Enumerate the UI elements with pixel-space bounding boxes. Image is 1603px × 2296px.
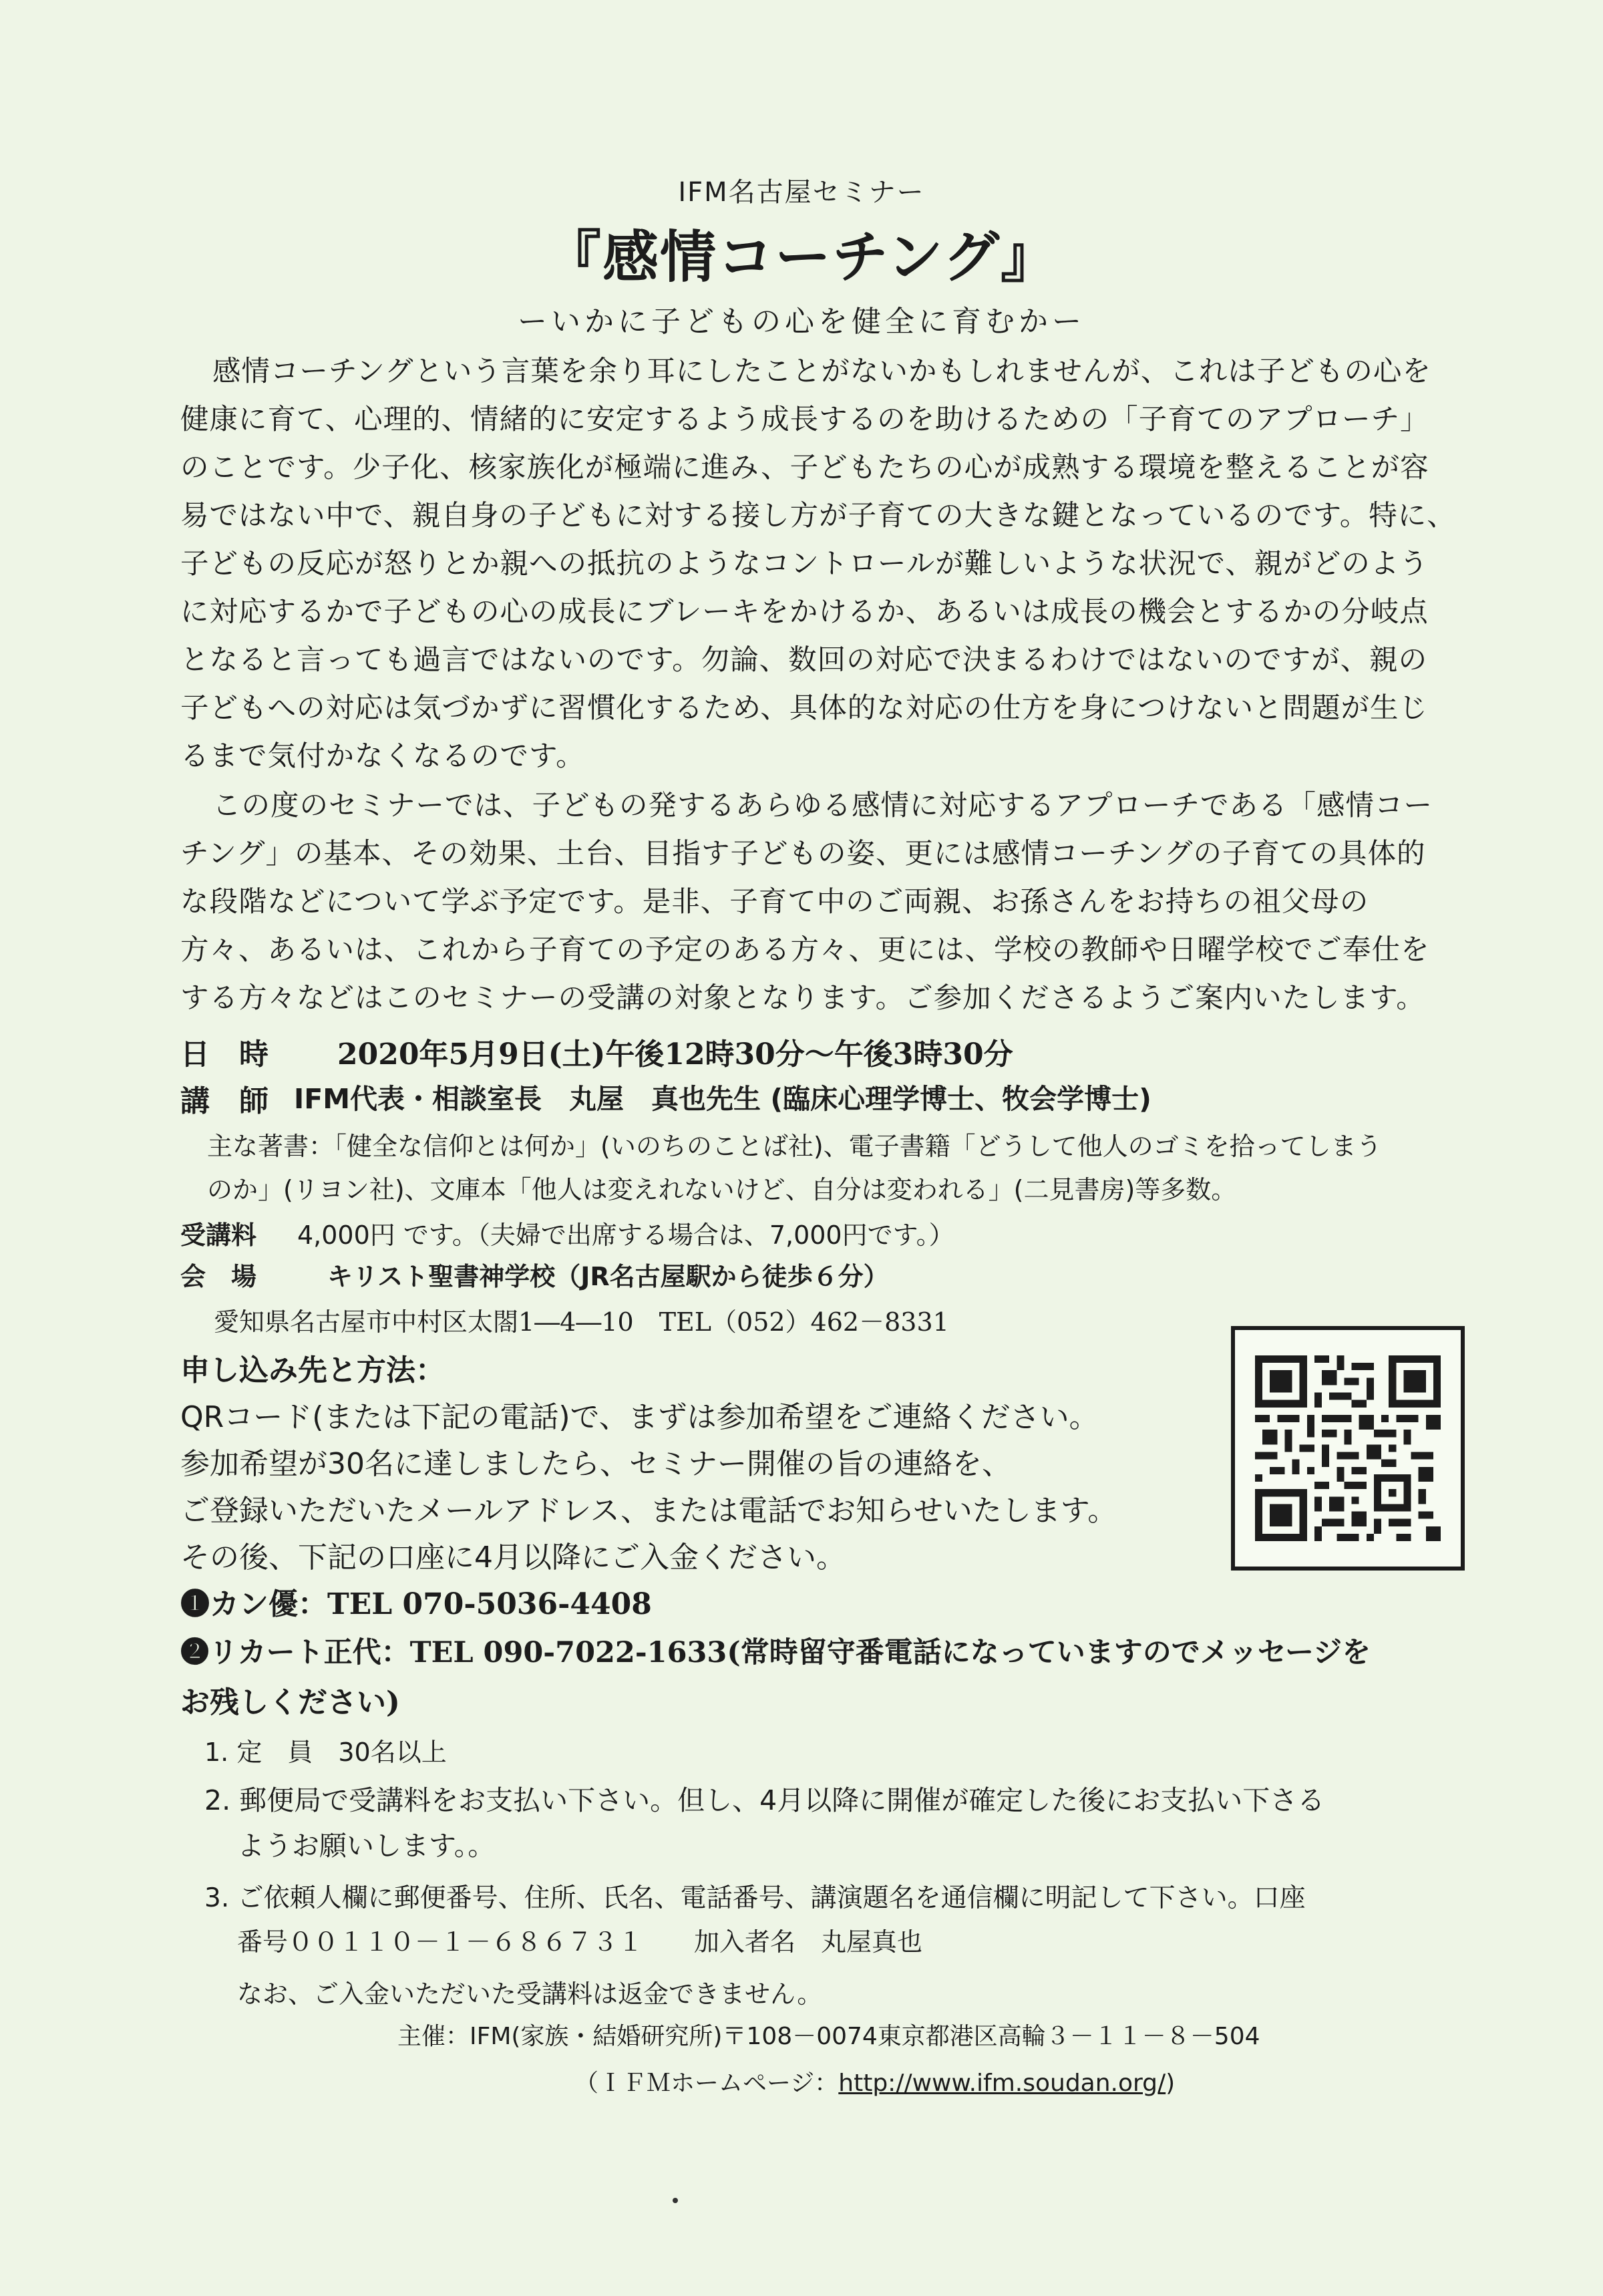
note-2: 2. 郵便局で受講料をお支払い下さい。但し、4月以降に開催が確定した後にお支払い下さる (204, 1784, 1325, 1816)
intro-line: 子どもの反応が怒りとか親への抵抗のようなコントロールが難しいような状況で、親がどのよう (180, 548, 1429, 581)
intro-line: に対応するかで子どもの心の成長にブレーキをかけるか、あるいは成長の機会とするかの分岐点 (180, 596, 1429, 629)
intro-line: チング」の基本、その効果、土台、目指す子どもの姿、更には感情コーチングの子育ての具体的 (180, 838, 1426, 870)
application-line: ご登録いただいたメールアドレス、または電話でお知らせいたします。 (180, 1494, 1117, 1528)
intro-line: 子どもへの対応は気づかずに習慣化するため、具体的な対応の仕方を身につけないと問題が生じ (180, 692, 1428, 725)
qr-code[interactable] (1231, 1326, 1465, 1571)
contact-1: ❶カン優：TEL 070-5036-4408 (180, 1587, 652, 1621)
fee-label: 受講料 (180, 1220, 257, 1250)
venue-address: 愛知県名古屋市中村区太閤1―4―10 TEL（052）462－8331 (214, 1307, 949, 1337)
homepage-prefix: （ＩＦＭホームページ： (574, 2070, 839, 2097)
contact-2: ❷リカート正代：TEL 090-7022-1633(常時留守番電話になっていますのでメッセージを (180, 1636, 1371, 1669)
venue-value: キリスト聖書神学校（JR名古屋駅から徒歩６分） (327, 1262, 889, 1291)
application-line: QRコード(または下記の電話)で、まずは参加希望をご連絡ください。 (180, 1400, 1099, 1434)
note-1: 1. 定 員 30名以上 (204, 1738, 447, 1767)
note-2-cont: ようお願いします。。 (237, 1830, 496, 1862)
application-line: 参加希望が30名に達しましたら、セミナー開催の旨の連絡を、 (180, 1447, 1011, 1481)
stray-dot (673, 2198, 678, 2203)
intro-line: 方々、あるいは、これから子育ての予定のある方々、更には、学校の教師や日曜学校でご奉仕を (180, 934, 1430, 967)
date-value: 2020年5月9日(土)午後12時30分～午後3時30分 (337, 1037, 1013, 1072)
intro-line: 健康に育て、心理的、情緒的に安定するよう成長するのを助けるための「子育てのアプローチ」 (180, 403, 1429, 436)
books-line: のか」(リヨン社)、文庫本「他人は変えれないけど、自分は変われる」(二見書房)等多数。 (207, 1175, 1237, 1204)
contact-2-cont: お残しください) (180, 1685, 400, 1719)
fee-value: 4,000円 です。（夫婦で出席する場合は、7,000円です。） (297, 1220, 954, 1250)
homepage-link[interactable]: http://www.ifm.soudan.org/ (838, 2070, 1166, 2097)
note-3: 3. ご依頼人欄に郵便番号、住所、氏名、電話番号、講演題名を通信欄に明記して下さい。口座 (204, 1883, 1306, 1913)
books-line: 主な著書：「健全な信仰とは何か」(いのちのことば社)、電子書籍「どうして他人のゴミを拾ってしまう (207, 1132, 1382, 1161)
venue-label: 会 場 (180, 1261, 257, 1291)
lecturer-label: 講 師 (180, 1084, 269, 1118)
qr-code-icon (1255, 1355, 1441, 1541)
note-3-refund: なお、ご入金いただいた受講料は返金できません。 (237, 1979, 823, 2009)
intro-line: 感情コーチングという言葉を余り耳にしたことがないかもしれませんが、これは子どもの心を (212, 355, 1431, 388)
intro-line: るまで気付かなくなるのです。 (180, 740, 585, 773)
organizer: 主催：IFM(家族・結婚研究所)〒108－0074東京都港区高輪３－１１－８－504 (397, 2023, 1260, 2050)
note-3-cont: 番号００１１０－１－６８６７３１ 加入者名 丸屋真也 (237, 1927, 923, 1957)
seminar-tagline: ーいかに子どもの心を健全に育むかー (518, 305, 1085, 339)
intro-line: な段階などについて学ぶ予定です。是非、子育て中のご両親、お孫さんをお持ちの祖父母の (180, 886, 1369, 919)
seminar-title: 『感情コーチング』 (544, 224, 1059, 290)
application-line: その後、下記の口座に4月以降にご入金ください。 (180, 1540, 846, 1575)
seminar-subtitle: IFM名古屋セミナー (678, 177, 925, 208)
lecturer-value: IFM代表・相談室長 丸屋 真也先生 (臨床心理学博士、牧会学博士) (294, 1083, 1151, 1115)
homepage-suffix: ) (1166, 2070, 1176, 2097)
date-label: 日 時 (180, 1037, 269, 1072)
homepage-line (574, 2064, 1175, 2098)
application-heading: 申し込み先と方法： (180, 1353, 445, 1387)
intro-line: のことです。少子化、核家族化が極端に進み、子どもたちの心が成熟する環境を整えることが容 (180, 452, 1429, 484)
intro-line: 易ではない中で、親自身の子どもに対する接し方が子育ての大きな鍵となっているのです。特に、 (180, 500, 1456, 532)
intro-line: となると言っても過言ではないのです。勿論、数回の対応で決まるわけではないのですが、親の (180, 644, 1428, 677)
intro-line: する方々などはこのセミナーの受講の対象となります。ご参加くださるようご案内いたします。 (180, 982, 1425, 1015)
intro-line: この度のセミナーでは、子どもの発するあらゆる感情に対応するアプローチである「感情コー (212, 790, 1433, 822)
